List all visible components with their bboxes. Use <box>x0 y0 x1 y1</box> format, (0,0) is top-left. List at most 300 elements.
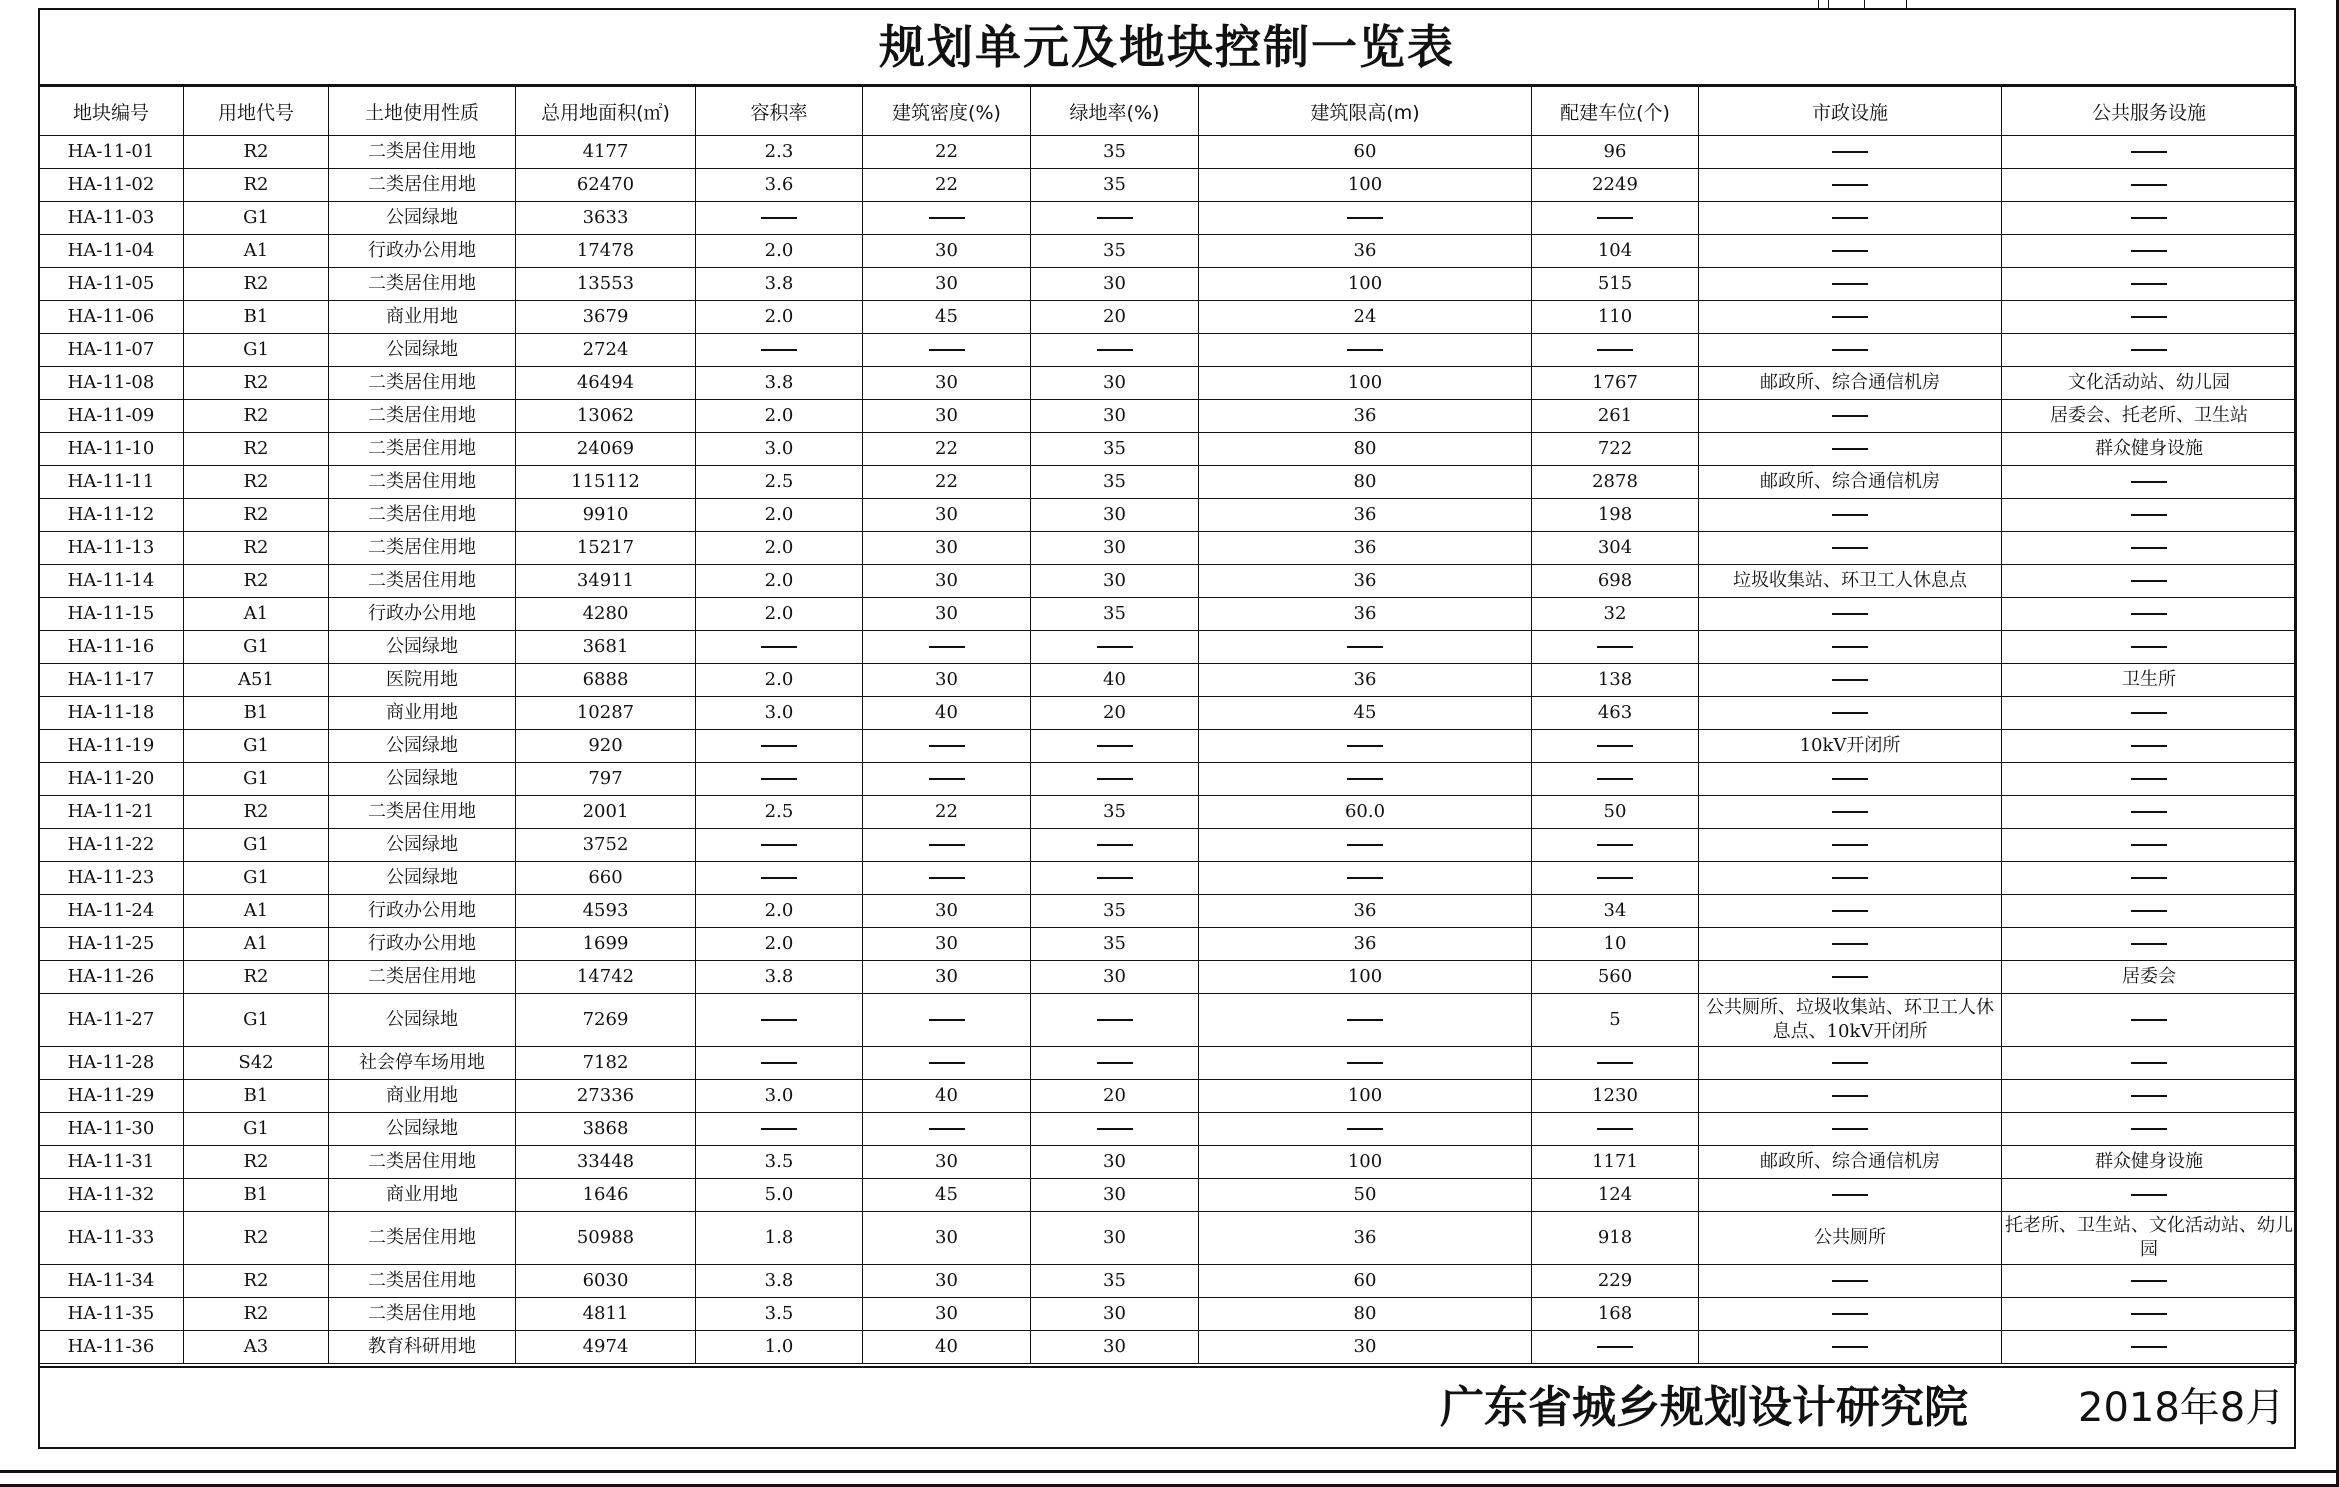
table-cell: 5 <box>1532 994 1699 1047</box>
empty-value-dash <box>696 334 863 367</box>
table-cell: 二类居住用地 <box>329 466 516 499</box>
dash-mark <box>1347 646 1383 648</box>
table-cell: 30 <box>863 1265 1031 1298</box>
table-cell: 居委会、托老所、卫生站 <box>2002 400 2297 433</box>
table-cell: HA-11-16 <box>39 631 184 664</box>
empty-value-dash <box>1699 301 2002 334</box>
empty-value-dash <box>1031 202 1199 235</box>
empty-value-dash <box>2002 202 2297 235</box>
table-cell: 2.0 <box>696 598 863 631</box>
empty-value-dash <box>863 334 1031 367</box>
table-cell: 115112 <box>516 466 696 499</box>
table-cell: 商业用地 <box>329 1179 516 1212</box>
table-cell: 40 <box>863 697 1031 730</box>
empty-value-dash <box>1199 202 1532 235</box>
empty-value-dash <box>2002 862 2297 895</box>
table-cell: 3633 <box>516 202 696 235</box>
empty-value-dash <box>2002 763 2297 796</box>
table-cell: 30 <box>1031 1331 1199 1364</box>
table-cell: 34911 <box>516 565 696 598</box>
table-cell: 30 <box>1031 1212 1199 1265</box>
dash-mark <box>2131 646 2167 648</box>
dash-mark <box>1832 910 1868 912</box>
table-cell: 3679 <box>516 301 696 334</box>
dash-mark <box>1832 1095 1868 1097</box>
table-cell: 二类居住用地 <box>329 499 516 532</box>
dash-mark <box>761 349 797 351</box>
table-cell: 261 <box>1532 400 1699 433</box>
table-cell: 30 <box>863 1146 1031 1179</box>
table-cell: R2 <box>184 433 329 466</box>
table-cell: HA-11-33 <box>39 1212 184 1265</box>
dash-mark <box>1832 646 1868 648</box>
table-cell: 30 <box>863 598 1031 631</box>
table-cell: HA-11-21 <box>39 796 184 829</box>
dash-mark <box>1347 745 1383 747</box>
table-cell: 3.8 <box>696 367 863 400</box>
table-cell: 80 <box>1199 433 1532 466</box>
table-cell: 二类居住用地 <box>329 136 516 169</box>
table-row <box>39 565 2297 598</box>
column-header: 建筑限高(m) <box>1199 87 1532 136</box>
table-cell: 1646 <box>516 1179 696 1212</box>
table-cell: 1230 <box>1532 1080 1699 1113</box>
table-cell: R2 <box>184 1212 329 1265</box>
table-cell: 10287 <box>516 697 696 730</box>
table-cell: 2.0 <box>696 928 863 961</box>
empty-value-dash <box>1699 136 2002 169</box>
dash-mark <box>929 1019 965 1021</box>
table-cell: 2.0 <box>696 565 863 598</box>
table-cell: 35 <box>1031 433 1199 466</box>
table-cell: HA-11-28 <box>39 1047 184 1080</box>
table-row <box>39 862 2297 895</box>
table-row <box>39 1331 2297 1364</box>
dash-mark <box>761 778 797 780</box>
institute-name: 广东省城乡规划设计研究院 <box>1440 1382 1968 1433</box>
column-header: 地块编号 <box>39 87 184 136</box>
table-cell: 卫生所 <box>2002 664 2297 697</box>
dash-mark <box>1832 679 1868 681</box>
table-cell: HA-11-11 <box>39 466 184 499</box>
empty-value-dash <box>1199 994 1532 1047</box>
table-cell: 229 <box>1532 1265 1699 1298</box>
table-cell: 30 <box>863 1212 1031 1265</box>
table-cell: R2 <box>184 466 329 499</box>
table-cell: 2001 <box>516 796 696 829</box>
dash-mark <box>1832 811 1868 813</box>
dash-mark <box>1597 1346 1633 1348</box>
table-cell: HA-11-14 <box>39 565 184 598</box>
table-cell: 124 <box>1532 1179 1699 1212</box>
dash-mark <box>2131 910 2167 912</box>
table-cell: G1 <box>184 730 329 763</box>
table-cell: 2.0 <box>696 301 863 334</box>
table-cell: 30 <box>863 532 1031 565</box>
table-cell: A1 <box>184 235 329 268</box>
table-cell: 二类居住用地 <box>329 1298 516 1331</box>
dash-mark <box>929 646 965 648</box>
table-cell: 34 <box>1532 895 1699 928</box>
table-cell: 公园绿地 <box>329 829 516 862</box>
table-row <box>39 1212 2297 1265</box>
table-cell: 3.8 <box>696 268 863 301</box>
table-cell: 30 <box>863 367 1031 400</box>
dash-mark <box>2131 1095 2167 1097</box>
dash-mark <box>1097 778 1133 780</box>
table-cell: R2 <box>184 169 329 202</box>
table-cell: 33448 <box>516 1146 696 1179</box>
table-cell: 群众健身设施 <box>2002 1146 2297 1179</box>
table-cell: 行政办公用地 <box>329 928 516 961</box>
table-cell: 36 <box>1199 1212 1532 1265</box>
empty-value-dash <box>1532 334 1699 367</box>
dash-mark <box>1832 1313 1868 1315</box>
table-row <box>39 499 2297 532</box>
table-cell: 30 <box>863 400 1031 433</box>
empty-value-dash <box>2002 928 2297 961</box>
dash-mark <box>929 877 965 879</box>
table-header-row <box>39 87 2297 136</box>
dash-mark <box>1597 1128 1633 1130</box>
empty-value-dash <box>1699 1113 2002 1146</box>
empty-value-dash <box>1699 928 2002 961</box>
table-cell: 商业用地 <box>329 301 516 334</box>
dash-mark <box>929 1062 965 1064</box>
table-cell: 2.0 <box>696 532 863 565</box>
table-row <box>39 664 2297 697</box>
empty-value-dash <box>1699 202 2002 235</box>
empty-value-dash <box>863 202 1031 235</box>
table-cell: 100 <box>1199 169 1532 202</box>
table-cell: 1767 <box>1532 367 1699 400</box>
table-row <box>39 730 2297 763</box>
table-cell: 2.0 <box>696 499 863 532</box>
table-cell: 二类居住用地 <box>329 1146 516 1179</box>
empty-value-dash <box>2002 1047 2297 1080</box>
table-cell: 36 <box>1199 598 1532 631</box>
dash-mark <box>2131 712 2167 714</box>
table-cell: 560 <box>1532 961 1699 994</box>
table-cell: 24 <box>1199 301 1532 334</box>
table-cell: 30 <box>1031 268 1199 301</box>
sheet-bottom-border <box>0 1470 2339 1473</box>
table-cell: 698 <box>1532 565 1699 598</box>
table-cell: 15217 <box>516 532 696 565</box>
dash-mark <box>1832 1062 1868 1064</box>
empty-value-dash <box>1699 169 2002 202</box>
dash-mark <box>1832 1346 1868 1348</box>
dash-mark <box>761 1128 797 1130</box>
table-cell: 10 <box>1532 928 1699 961</box>
table-cell: 公园绿地 <box>329 631 516 664</box>
table-cell: HA-11-19 <box>39 730 184 763</box>
table-cell: 45 <box>1199 697 1532 730</box>
table-cell: 797 <box>516 763 696 796</box>
empty-value-dash <box>696 1047 863 1080</box>
table-cell: HA-11-22 <box>39 829 184 862</box>
dash-mark <box>1597 745 1633 747</box>
table-cell: 40 <box>863 1080 1031 1113</box>
dash-mark <box>929 1128 965 1130</box>
dash-mark <box>2131 151 2167 153</box>
empty-value-dash <box>1532 1331 1699 1364</box>
dash-mark <box>761 1062 797 1064</box>
table-cell: R2 <box>184 961 329 994</box>
empty-value-dash <box>863 763 1031 796</box>
empty-value-dash <box>1699 829 2002 862</box>
table-row <box>39 829 2297 862</box>
table-cell: 22 <box>863 433 1031 466</box>
table-body <box>39 136 2297 1364</box>
table-cell: 30 <box>1031 400 1199 433</box>
table-row <box>39 598 2297 631</box>
empty-value-dash <box>1031 862 1199 895</box>
table-cell: 32 <box>1532 598 1699 631</box>
dash-mark <box>761 217 797 219</box>
table-cell: 50 <box>1199 1179 1532 1212</box>
empty-value-dash <box>1532 631 1699 664</box>
table-cell: 100 <box>1199 268 1532 301</box>
dash-mark <box>1097 1062 1133 1064</box>
dash-mark <box>1347 1062 1383 1064</box>
table-cell: 行政办公用地 <box>329 598 516 631</box>
table-cell: R2 <box>184 532 329 565</box>
column-header: 容积率 <box>696 87 863 136</box>
empty-value-dash <box>1199 1113 1532 1146</box>
table-cell: R2 <box>184 1298 329 1331</box>
table-cell: R2 <box>184 136 329 169</box>
empty-value-dash <box>1532 763 1699 796</box>
table-row <box>39 1047 2297 1080</box>
table-row <box>39 1298 2297 1331</box>
empty-value-dash <box>1031 829 1199 862</box>
dash-mark <box>1347 1019 1383 1021</box>
table-cell: 198 <box>1532 499 1699 532</box>
table-cell: G1 <box>184 994 329 1047</box>
table-cell: 3.6 <box>696 169 863 202</box>
table-cell: 4811 <box>516 1298 696 1331</box>
table-cell: 30 <box>863 664 1031 697</box>
table-cell: 24069 <box>516 433 696 466</box>
dash-mark <box>1097 1019 1133 1021</box>
table-cell: HA-11-27 <box>39 994 184 1047</box>
empty-value-dash <box>1199 862 1532 895</box>
empty-value-dash <box>696 631 863 664</box>
table-cell: 100 <box>1199 1146 1532 1179</box>
column-header: 总用地面积(㎡) <box>516 87 696 136</box>
table-row <box>39 1265 2297 1298</box>
table-cell: 二类居住用地 <box>329 433 516 466</box>
empty-value-dash <box>1699 1331 2002 1364</box>
dash-mark <box>761 1019 797 1021</box>
table-cell: 30 <box>863 961 1031 994</box>
dash-mark <box>2131 217 2167 219</box>
table-row <box>39 136 2297 169</box>
dash-mark <box>929 844 965 846</box>
table-cell: 13553 <box>516 268 696 301</box>
empty-value-dash <box>2002 334 2297 367</box>
table-cell: 二类居住用地 <box>329 268 516 301</box>
empty-value-dash <box>2002 697 2297 730</box>
table-cell: HA-11-09 <box>39 400 184 433</box>
table-row <box>39 202 2297 235</box>
empty-value-dash <box>696 862 863 895</box>
table-cell: 邮政所、综合通信机房 <box>1699 367 2002 400</box>
footer-divider <box>38 1366 2296 1368</box>
table-cell: 36 <box>1199 664 1532 697</box>
table-cell: 邮政所、综合通信机房 <box>1699 1146 2002 1179</box>
table-row <box>39 1080 2297 1113</box>
column-header: 配建车位(个) <box>1532 87 1699 136</box>
table-cell: 100 <box>1199 367 1532 400</box>
empty-value-dash <box>2002 796 2297 829</box>
dash-mark <box>2131 481 2167 483</box>
table-row <box>39 1146 2297 1179</box>
table-cell: 13062 <box>516 400 696 433</box>
table-cell: 二类居住用地 <box>329 169 516 202</box>
empty-value-dash <box>1699 400 2002 433</box>
table-cell: 二类居住用地 <box>329 532 516 565</box>
table-cell: 722 <box>1532 433 1699 466</box>
table-cell: HA-11-18 <box>39 697 184 730</box>
table-cell: 3.8 <box>696 1265 863 1298</box>
dash-mark <box>2131 811 2167 813</box>
table-cell: 30 <box>863 895 1031 928</box>
table-cell: A3 <box>184 1331 329 1364</box>
empty-value-dash <box>863 1047 1031 1080</box>
table-cell: 96 <box>1532 136 1699 169</box>
empty-value-dash <box>1031 334 1199 367</box>
empty-value-dash <box>1699 631 2002 664</box>
dash-mark <box>2131 1062 2167 1064</box>
table-cell: R2 <box>184 367 329 400</box>
table-row <box>39 928 2297 961</box>
table-cell: 30 <box>863 499 1031 532</box>
dash-mark <box>1347 349 1383 351</box>
table-cell: 2.5 <box>696 466 863 499</box>
table-cell: R2 <box>184 400 329 433</box>
table-cell: 30 <box>1031 1146 1199 1179</box>
empty-value-dash <box>1199 829 1532 862</box>
empty-value-dash <box>1699 499 2002 532</box>
table-cell: 36 <box>1199 532 1532 565</box>
table-cell: 二类居住用地 <box>329 1212 516 1265</box>
table-cell: 3.5 <box>696 1298 863 1331</box>
table-cell: 35 <box>1031 169 1199 202</box>
empty-value-dash <box>2002 1080 2297 1113</box>
empty-value-dash <box>1699 1265 2002 1298</box>
dash-mark <box>2131 1346 2167 1348</box>
table-row <box>39 301 2297 334</box>
dash-mark <box>1597 1062 1633 1064</box>
table-cell: B1 <box>184 1179 329 1212</box>
table-cell: HA-11-07 <box>39 334 184 367</box>
table-cell: HA-11-29 <box>39 1080 184 1113</box>
table-cell: 二类居住用地 <box>329 400 516 433</box>
table-cell: 群众健身设施 <box>2002 433 2297 466</box>
table-cell: HA-11-01 <box>39 136 184 169</box>
table-cell: 20 <box>1031 1080 1199 1113</box>
table-cell: 7269 <box>516 994 696 1047</box>
table-cell: 660 <box>516 862 696 895</box>
dash-mark <box>2131 349 2167 351</box>
table-cell: 104 <box>1532 235 1699 268</box>
issue-date: 2018年8月 <box>2078 1385 2286 1431</box>
table-cell: 2.3 <box>696 136 863 169</box>
dash-mark <box>1597 877 1633 879</box>
empty-value-dash <box>696 202 863 235</box>
page-title: 规划单元及地块控制一览表 <box>879 20 1455 74</box>
empty-value-dash <box>2002 169 2297 202</box>
table-cell: 80 <box>1199 466 1532 499</box>
table-cell: 30 <box>1031 565 1199 598</box>
table-row <box>39 235 2297 268</box>
table-row <box>39 367 2297 400</box>
dash-mark <box>1832 976 1868 978</box>
empty-value-dash <box>1031 730 1199 763</box>
table-cell: 行政办公用地 <box>329 895 516 928</box>
dash-mark <box>2131 943 2167 945</box>
table-cell: 6030 <box>516 1265 696 1298</box>
empty-value-dash <box>2002 829 2297 862</box>
dash-mark <box>2131 877 2167 879</box>
table-cell: 22 <box>863 169 1031 202</box>
table-cell: HA-11-17 <box>39 664 184 697</box>
dash-mark <box>2131 1194 2167 1196</box>
table-cell: HA-11-35 <box>39 1298 184 1331</box>
table-cell: A1 <box>184 928 329 961</box>
dash-mark <box>1597 844 1633 846</box>
dash-mark <box>1347 877 1383 879</box>
table-cell: A51 <box>184 664 329 697</box>
empty-value-dash <box>863 730 1031 763</box>
table-cell: 17478 <box>516 235 696 268</box>
dash-mark <box>929 217 965 219</box>
table-cell: 35 <box>1031 235 1199 268</box>
table-cell: HA-11-02 <box>39 169 184 202</box>
table-cell: 3.0 <box>696 433 863 466</box>
table-cell: 6888 <box>516 664 696 697</box>
dash-mark <box>1832 712 1868 714</box>
column-header: 绿地率(%) <box>1031 87 1199 136</box>
table-cell: 40 <box>1031 664 1199 697</box>
table-cell: HA-11-15 <box>39 598 184 631</box>
empty-value-dash <box>2002 565 2297 598</box>
dash-mark <box>1832 514 1868 516</box>
table-cell: 36 <box>1199 895 1532 928</box>
table-cell: 35 <box>1031 796 1199 829</box>
dash-mark <box>1097 217 1133 219</box>
empty-value-dash <box>1532 829 1699 862</box>
table-cell: 22 <box>863 796 1031 829</box>
dash-mark <box>1832 778 1868 780</box>
table-cell: 垃圾收集站、环卫工人休息点 <box>1699 565 2002 598</box>
table-cell: 46494 <box>516 367 696 400</box>
empty-value-dash <box>863 862 1031 895</box>
table-cell: 2249 <box>1532 169 1699 202</box>
column-header: 市政设施 <box>1699 87 2002 136</box>
dash-mark <box>1832 448 1868 450</box>
dash-mark <box>1597 349 1633 351</box>
dash-mark <box>761 877 797 879</box>
table-row <box>39 400 2297 433</box>
empty-value-dash <box>2002 301 2297 334</box>
dash-mark <box>2131 1128 2167 1130</box>
empty-value-dash <box>696 994 863 1047</box>
table-cell: 9910 <box>516 499 696 532</box>
table-cell: 公园绿地 <box>329 730 516 763</box>
